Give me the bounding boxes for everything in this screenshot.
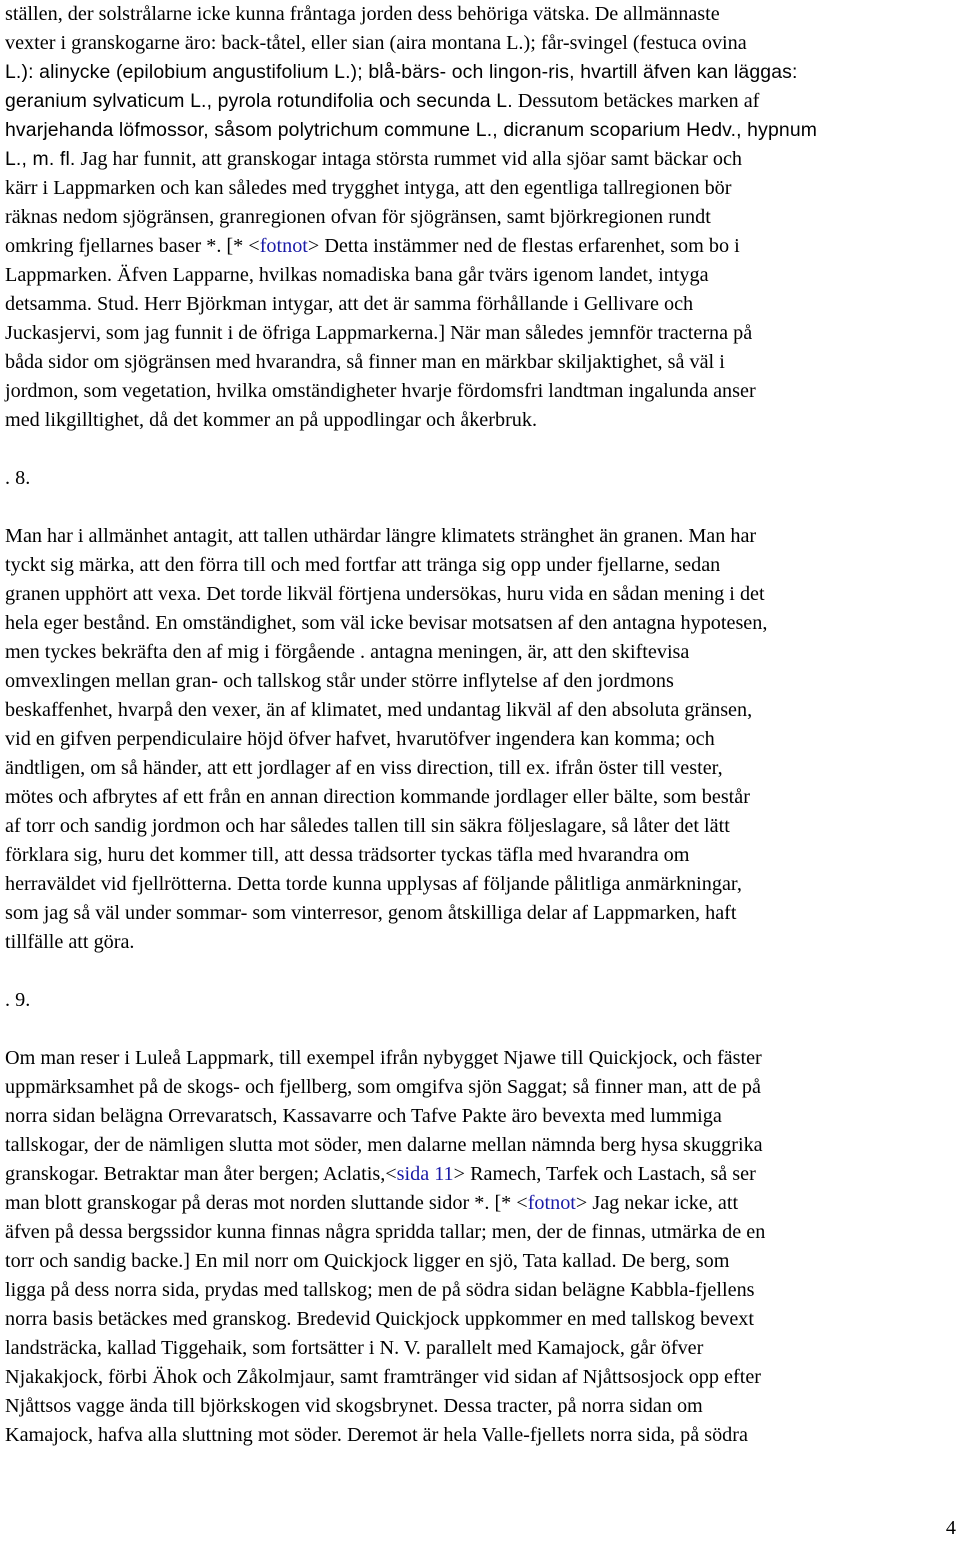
text-run: L.): alinycke (epilobium angustifolium L.); blå-bärs- och lingon-ris, hvartill äfven kan läggas:	[5, 61, 798, 83]
text-line	[5, 638, 689, 667]
text-line	[5, 464, 30, 493]
text-line	[5, 1131, 763, 1160]
text-run: tallskogar, der de nämligen slutta mot söder, men dalarne mellan nämnda berg hysa skuggrika	[5, 1134, 763, 1156]
text-run: vexter i granskogarne äro: back-tåtel, eller sian (aira montana L.); får-svingel (festuca ovina	[5, 32, 747, 54]
text-line	[5, 1189, 738, 1218]
text-run: . 8.	[5, 467, 31, 489]
text-run: omvexlingen mellan gran- och tallskog står under större inflytelse af den jordmons	[5, 670, 674, 692]
text-line	[5, 522, 756, 551]
text-line	[5, 145, 742, 174]
text-line	[5, 0, 720, 29]
text-run: herraväldet vid fjellrötterna. Detta torde kunna upplysas af följande pålitliga anmärkningar,	[5, 873, 742, 895]
text-line	[5, 58, 798, 87]
text-line	[5, 1102, 722, 1131]
text-line	[5, 841, 689, 870]
page-link[interactable]: fotnot	[527, 1192, 576, 1214]
text-line	[5, 174, 732, 203]
text-run: L., m. fl.	[5, 148, 76, 170]
text-line	[5, 580, 765, 609]
text-line	[5, 1160, 756, 1189]
text-line	[5, 928, 134, 957]
text-run: tillfälle att göra.	[5, 931, 135, 953]
text-line	[5, 1276, 755, 1305]
text-line	[5, 1044, 762, 1073]
text-run: förklara sig, huru det kommer till, att dessa trädsorter tyckas täfla med hvarandra om	[5, 844, 690, 866]
text-line	[5, 783, 750, 812]
text-line	[5, 1218, 765, 1247]
text-run: Njakakjock, förbi Ähok och Zåkolmjaur, samt framtränger vid sidan af Njåttsosjock opp efter	[5, 1366, 761, 1388]
text-run: med likgilltighet, då det kommer an på uppodlingar och åkerbruk.	[5, 409, 538, 431]
text-run: > Jag nekar icke, att	[575, 1192, 739, 1214]
text-line	[5, 986, 30, 1015]
text-line	[5, 1421, 748, 1450]
text-run: båda sidor om sjögränsen med hvarandra, så finner man en märkbar skiljaktighet, så väl i	[5, 351, 725, 373]
text-line	[5, 725, 715, 754]
text-run: ligga på dess norra sida, prydas med tallskog; men de på södra sidan belägne Kabbla-fjellens	[5, 1279, 755, 1301]
text-run: geranium sylvaticum L., pyrola rotundifolia och secunda L.	[5, 90, 513, 112]
text-line	[5, 261, 709, 290]
text-line	[5, 870, 742, 899]
text-line	[5, 899, 736, 928]
text-run: detsamma. Stud. Herr Björkman intygar, att det är samma förhållande i Gellivare och	[5, 293, 694, 315]
text-run: tyckt sig märka, att den förra till och med fortfar att tränga sig opp under fjellarne, sedan	[5, 554, 721, 576]
text-line	[5, 812, 730, 841]
text-run: Dessutom betäckes marken af	[512, 90, 760, 112]
text-line	[5, 754, 723, 783]
text-line	[5, 406, 537, 435]
text-run: ställen, der solstrålarne icke kunna fråntaga jorden dess behöriga vätska. De allmännaste	[5, 3, 720, 25]
text-run: Kamajock, hafva alla sluttning mot söder. Deremot är hela Valle-fjellets norra sida, på södra	[5, 1424, 748, 1446]
text-run: . 9.	[5, 989, 31, 1011]
text-run: Man har i allmänhet antagit, att tallen uthärdar längre klimatets stränghet än granen. Man har	[5, 525, 757, 547]
text-run: mötes och afbrytes af ett från en annan direction kommande jordlager eller bälte, som består	[5, 786, 750, 808]
text-run: torr och sandig backe.] En mil norr om Quickjock ligger en sjö, Tata kallad. De berg, som	[5, 1250, 730, 1272]
text-run: Jag har funnit, att granskogar intaga största rummet vid alla sjöar samt bäckar och	[75, 148, 743, 170]
text-run: hela eger bestånd. En omständighet, som väl icke bevisar motsatsen af den antagna hypotesen,	[5, 612, 768, 634]
text-run: Lappmarken. Äfven Lapparne, hvilkas nomadiska bana går tvärs igenom landet, intyga	[5, 264, 709, 286]
text-run: Juckasjervi, som jag funnit i de öfriga Lappmarkerna.] När man således jemnför tracterna på	[5, 322, 753, 344]
text-line	[5, 348, 725, 377]
text-run: beskaffenhet, hvarpå den vexer, än af klimatet, med undantag likväl af den absoluta gränsen,	[5, 699, 753, 721]
text-run: Njåttsos vagge ända till björkskogen vid skogsbrynet. Dessa tracter, på norra sidan om	[5, 1395, 703, 1417]
text-run: omkring fjellarnes baser *. [* <	[5, 235, 260, 257]
text-run: ändtligen, om så händer, att ett jordlager af en viss direction, till ex. ifrån öster till vester,	[5, 757, 723, 779]
text-line	[5, 1363, 761, 1392]
text-run: > Detta instämmer ned de flestas erfarenhet, som bo i	[307, 235, 740, 257]
text-run: > Ramech, Tarfek och Lastach, så ser	[453, 1163, 756, 1185]
text-run: man blott granskogar på deras mot norden sluttande sidor *. [* <	[5, 1192, 528, 1214]
text-line	[5, 203, 711, 232]
text-line	[5, 1392, 703, 1421]
text-line	[5, 667, 674, 696]
text-run: norra sidan belägna Orrevaratsch, Kassavarre och Tafve Pakte äro bevexta med lummiga	[5, 1105, 722, 1127]
text-line	[5, 609, 767, 638]
text-line	[5, 116, 817, 145]
text-run: men tyckes bekräfta den af mig i förgående . antagna meningen, är, att den skiftevisa	[5, 641, 690, 663]
text-run: Om man reser i Luleå Lappmark, till exempel ifrån nybygget Njawe till Quickjock, och fäster	[5, 1047, 762, 1069]
text-line	[5, 290, 693, 319]
page-number: 4	[945, 1517, 956, 1539]
text-line	[5, 1305, 754, 1334]
text-line	[5, 1247, 729, 1276]
text-run: norra basis betäckes med granskog. Bredevid Quickjock uppkommer en med tallskog bevext	[5, 1308, 754, 1330]
text-run: äfven på dessa bergssidor kunna finnas några spridda tallar; men, der de finnas, utmärka de en	[5, 1221, 766, 1243]
text-line	[5, 29, 747, 58]
text-run: uppmärksamhet på de skogs- och fjellberg, som omgifva sjön Saggat; så finner man, att de på	[5, 1076, 761, 1098]
text-line	[5, 319, 752, 348]
text-run: jordmon, som vegetation, hvilka omständigheter hvarje fördomsfri landtman ingalunda anser	[5, 380, 756, 402]
text-line	[5, 551, 720, 580]
text-line	[5, 377, 756, 406]
text-line	[5, 696, 752, 725]
text-line	[5, 232, 740, 261]
text-run: räknas nedom sjögränsen, granregionen ofvan för sjögränsen, samt björkregionen rundt	[5, 206, 711, 228]
text-run: af torr och sandig jordmon och har således tallen till sin säkra följeslagare, så låter det lätt	[5, 815, 730, 837]
page-link[interactable]: fotnot	[259, 235, 308, 257]
text-line	[5, 1073, 761, 1102]
text-run: vid en gifven perpendiculaire höjd öfver hafvet, hvarutöfver ingendera kan komma; och	[5, 728, 715, 750]
text-line	[5, 1334, 703, 1363]
text-run: granskogar. Betraktar man åter bergen; Aclatis,<	[5, 1163, 397, 1185]
text-run: landsträcka, kallad Tiggehaik, som fortsätter i N. V. parallelt med Kamajock, går öfver	[5, 1337, 704, 1359]
page-link[interactable]: sida 11	[396, 1163, 454, 1185]
text-line	[5, 87, 759, 116]
text-run: kärr i Lappmarken och kan således med trygghet intyga, att den egentliga tallregionen bör	[5, 177, 732, 199]
text-run: som jag så väl under sommar- som vinterresor, genom åtskilliga delar af Lappmarken, haft	[5, 902, 737, 924]
text-run: hvarjehanda löfmossor, såsom polytrichum commune L., dicranum scoparium Hedv., hypnum	[5, 119, 818, 141]
text-run: granen upphört att vexa. Det torde likväl förtjena undersökas, huru vida en sådan mening i det	[5, 583, 765, 605]
